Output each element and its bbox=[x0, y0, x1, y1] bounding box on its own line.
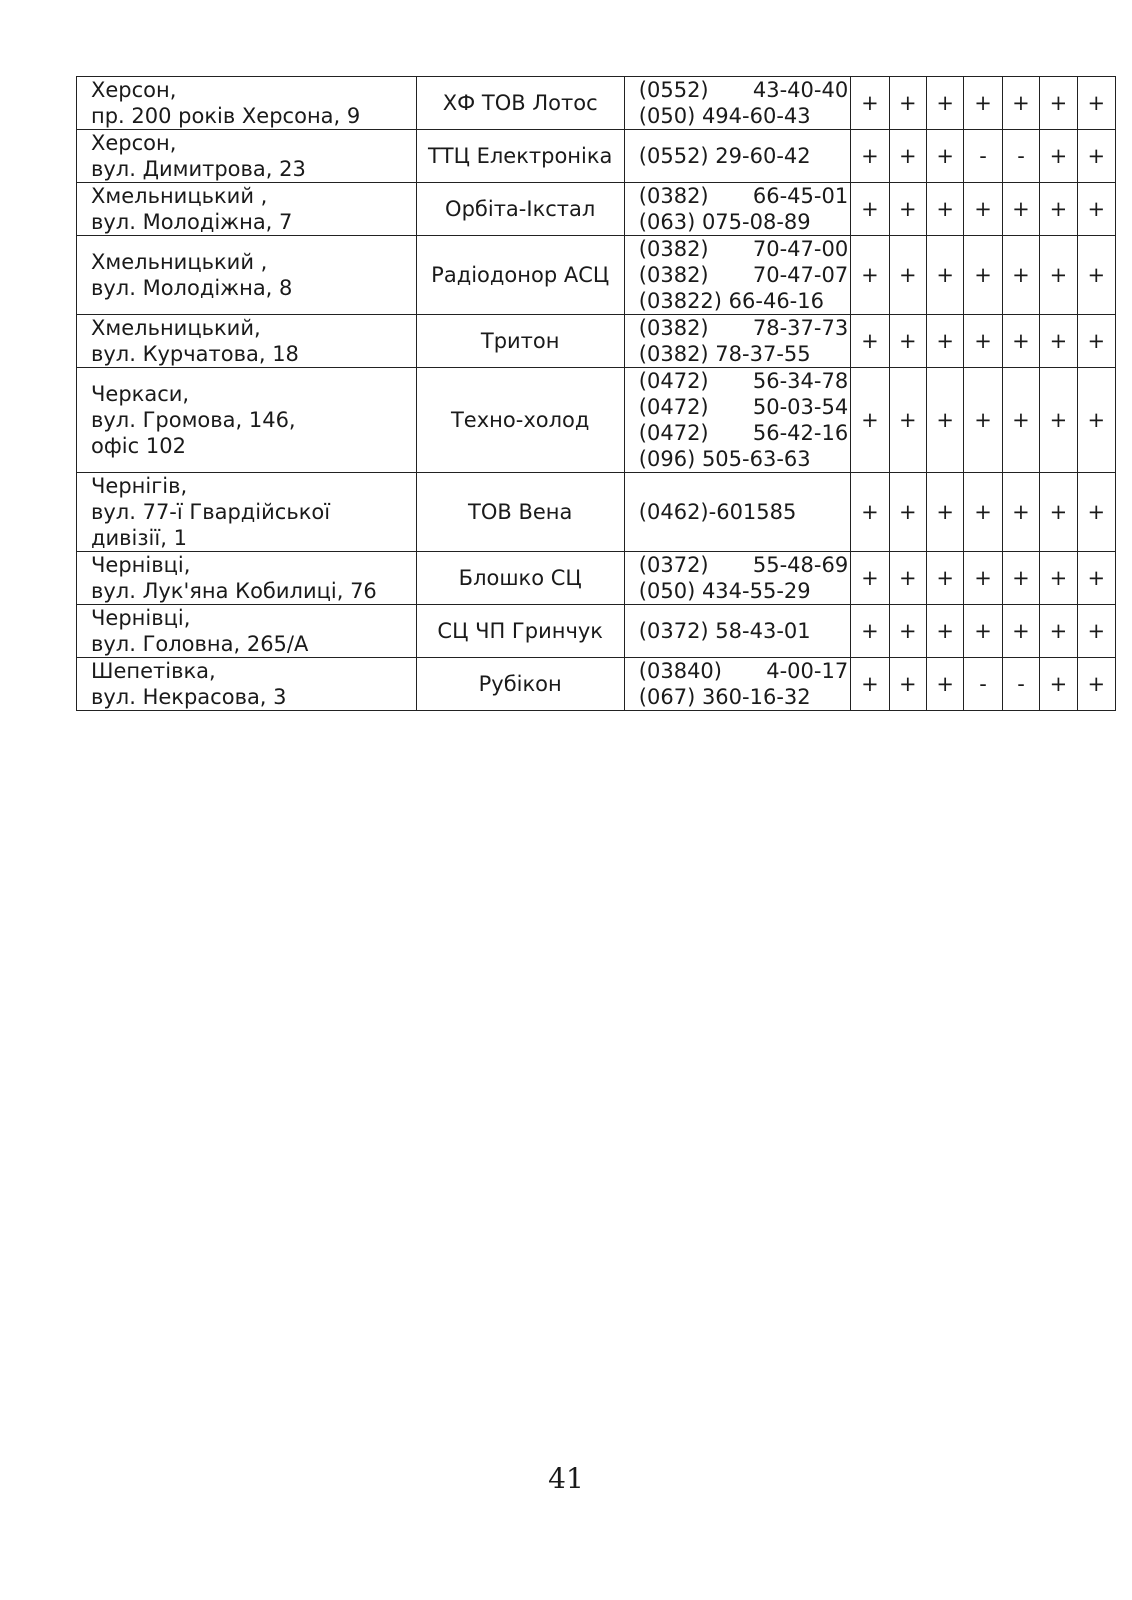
phone-number: 4-00-17 bbox=[766, 659, 849, 683]
service-mark: + bbox=[851, 605, 889, 658]
phone-cell bbox=[624, 183, 850, 236]
service-mark: + bbox=[1040, 236, 1077, 315]
service-mark: + bbox=[964, 183, 1002, 236]
phone-code: (096) 505-63-63 bbox=[638, 447, 811, 471]
phone-number: 78-37-73 bbox=[752, 316, 849, 340]
service-mark: + bbox=[1002, 552, 1039, 605]
service-mark: + bbox=[964, 77, 1002, 130]
service-mark: + bbox=[1040, 130, 1077, 183]
table-row bbox=[77, 552, 1116, 605]
phone-number: 70-47-00 bbox=[752, 237, 849, 261]
phone-line bbox=[639, 183, 850, 209]
phone-line bbox=[639, 420, 850, 446]
phone-code: (063) 075-08-89 bbox=[638, 210, 811, 234]
service-mark: + bbox=[1040, 77, 1077, 130]
phone-code: (0382) bbox=[638, 184, 709, 208]
service-mark: - bbox=[1002, 658, 1039, 711]
phone-code: (0462)-601585 bbox=[638, 500, 797, 524]
table-row bbox=[77, 77, 1116, 130]
address-line: Чернівці, bbox=[91, 553, 191, 577]
phone-line bbox=[639, 684, 850, 710]
service-mark: - bbox=[964, 658, 1002, 711]
service-mark: + bbox=[1002, 473, 1039, 552]
phone-cell bbox=[624, 552, 850, 605]
service-mark: + bbox=[1077, 605, 1115, 658]
service-mark: + bbox=[926, 658, 963, 711]
service-mark: + bbox=[1002, 605, 1039, 658]
service-mark: + bbox=[1040, 605, 1077, 658]
address-line: пр. 200 років Херсона, 9 bbox=[91, 104, 361, 128]
service-center-name: ХФ ТОВ Лотос bbox=[416, 77, 624, 130]
phone-line bbox=[639, 552, 850, 578]
table-row bbox=[77, 368, 1116, 473]
table-row bbox=[77, 473, 1116, 552]
phone-line bbox=[639, 236, 850, 262]
phone-line bbox=[639, 103, 850, 129]
address-line: Шепетівка, bbox=[91, 659, 216, 683]
service-mark: + bbox=[926, 368, 963, 473]
service-mark: + bbox=[964, 473, 1002, 552]
service-mark: - bbox=[1002, 130, 1039, 183]
service-mark: + bbox=[926, 552, 963, 605]
phone-code: (0472) bbox=[638, 395, 709, 419]
phone-number: 50-03-54 bbox=[752, 395, 849, 419]
address-cell bbox=[77, 552, 417, 605]
service-mark: + bbox=[889, 236, 926, 315]
phone-line bbox=[639, 209, 850, 235]
phone-line bbox=[639, 262, 850, 288]
service-mark: + bbox=[1040, 183, 1077, 236]
table-body bbox=[77, 77, 1116, 711]
phone-code: (050) 434-55-29 bbox=[638, 579, 811, 603]
table-row bbox=[77, 658, 1116, 711]
page-number: 41 bbox=[548, 1462, 584, 1495]
phone-code: (0382) bbox=[638, 263, 709, 287]
service-mark: + bbox=[851, 552, 889, 605]
service-mark: + bbox=[889, 315, 926, 368]
service-mark: + bbox=[926, 236, 963, 315]
phone-line bbox=[639, 288, 850, 314]
phone-code: (0552) bbox=[638, 78, 709, 102]
address-cell bbox=[77, 658, 417, 711]
address-cell bbox=[77, 368, 417, 473]
service-center-name: Блошко СЦ bbox=[416, 552, 624, 605]
phone-code: (050) 494-60-43 bbox=[638, 104, 811, 128]
service-mark: + bbox=[926, 473, 963, 552]
service-center-name: СЦ ЧП Гринчук bbox=[416, 605, 624, 658]
phone-code: (0372) 58-43-01 bbox=[638, 619, 811, 643]
phone-code: (0382) 78-37-55 bbox=[638, 342, 811, 366]
address-line: офіс 102 bbox=[91, 434, 186, 458]
address-cell bbox=[77, 183, 417, 236]
table-row bbox=[77, 130, 1116, 183]
phone-line bbox=[639, 315, 850, 341]
phone-code: (067) 360-16-32 bbox=[638, 685, 811, 709]
phone-code: (03840) bbox=[638, 659, 722, 683]
service-mark: + bbox=[1002, 315, 1039, 368]
phone-code: (03822) 66-46-16 bbox=[638, 289, 824, 313]
address-line: вул. Димитрова, 23 bbox=[91, 157, 306, 181]
service-mark: + bbox=[1002, 183, 1039, 236]
service-mark: + bbox=[1077, 130, 1115, 183]
service-mark: + bbox=[889, 368, 926, 473]
service-mark: + bbox=[889, 552, 926, 605]
service-mark: + bbox=[1002, 77, 1039, 130]
address-line: вул. Громова, 146, bbox=[91, 408, 296, 432]
address-cell bbox=[77, 473, 417, 552]
service-mark: + bbox=[964, 368, 1002, 473]
phone-code: (0472) bbox=[638, 369, 709, 393]
phone-code: (0382) bbox=[638, 316, 709, 340]
phone-line bbox=[639, 394, 850, 420]
address-line: вул. Головна, 265/А bbox=[91, 632, 309, 656]
service-mark: + bbox=[926, 315, 963, 368]
service-mark: - bbox=[964, 130, 1002, 183]
phone-line bbox=[639, 578, 850, 604]
service-mark: + bbox=[1077, 77, 1115, 130]
phone-cell bbox=[624, 130, 850, 183]
service-mark: + bbox=[851, 368, 889, 473]
service-center-name: Рубікон bbox=[416, 658, 624, 711]
address-cell bbox=[77, 77, 417, 130]
service-center-name: Радіодонор АСЦ bbox=[416, 236, 624, 315]
service-mark: + bbox=[851, 77, 889, 130]
service-mark: + bbox=[1040, 473, 1077, 552]
service-mark: + bbox=[1077, 315, 1115, 368]
service-mark: + bbox=[1077, 473, 1115, 552]
service-mark: + bbox=[851, 236, 889, 315]
service-mark: + bbox=[851, 658, 889, 711]
service-mark: + bbox=[889, 605, 926, 658]
service-mark: + bbox=[1002, 236, 1039, 315]
phone-number: 66-45-01 bbox=[752, 184, 849, 208]
service-centers-table bbox=[76, 76, 1116, 711]
service-mark: + bbox=[851, 183, 889, 236]
address-cell bbox=[77, 605, 417, 658]
phone-code: (0472) bbox=[638, 421, 709, 445]
phone-code: (0382) bbox=[638, 237, 709, 261]
table-row bbox=[77, 183, 1116, 236]
service-mark: + bbox=[1077, 552, 1115, 605]
address-cell bbox=[77, 130, 417, 183]
phone-code: (0552) 29-60-42 bbox=[638, 144, 811, 168]
phone-cell bbox=[624, 658, 850, 711]
service-mark: + bbox=[1040, 552, 1077, 605]
service-mark: + bbox=[851, 315, 889, 368]
service-center-name: ТТЦ Електроніка bbox=[416, 130, 624, 183]
phone-line bbox=[639, 368, 850, 394]
service-center-name: Тритон bbox=[416, 315, 624, 368]
service-mark: + bbox=[964, 315, 1002, 368]
service-center-name: ТОВ Вена bbox=[416, 473, 624, 552]
service-mark: + bbox=[889, 473, 926, 552]
phone-number: 43-40-40 bbox=[752, 78, 849, 102]
address-line: Хмельницький , bbox=[91, 184, 268, 208]
service-mark: + bbox=[926, 130, 963, 183]
phone-line bbox=[639, 77, 850, 103]
phone-code: (0372) bbox=[638, 553, 709, 577]
service-mark: + bbox=[1077, 658, 1115, 711]
address-line: вул. Молодіжна, 7 bbox=[91, 210, 293, 234]
service-mark: + bbox=[926, 183, 963, 236]
phone-cell bbox=[624, 473, 850, 552]
service-mark: + bbox=[1040, 658, 1077, 711]
address-line: вул. 77-ї Гвардійської bbox=[91, 500, 331, 524]
phone-cell bbox=[624, 315, 850, 368]
phone-cell bbox=[624, 236, 850, 315]
address-line: Чернівці, bbox=[91, 606, 191, 630]
service-center-name: Орбіта-Ікстал bbox=[416, 183, 624, 236]
phone-line bbox=[639, 446, 850, 472]
service-mark: + bbox=[964, 236, 1002, 315]
phone-number: 56-34-78 bbox=[752, 369, 849, 393]
address-line: Хмельницький, bbox=[91, 316, 261, 340]
address-line: вул. Молодіжна, 8 bbox=[91, 276, 293, 300]
service-center-name: Техно-холод bbox=[416, 368, 624, 473]
service-mark: + bbox=[1040, 368, 1077, 473]
service-mark: + bbox=[926, 77, 963, 130]
service-mark: + bbox=[889, 77, 926, 130]
phone-cell bbox=[624, 605, 850, 658]
address-line: вул. Некрасова, 3 bbox=[91, 685, 287, 709]
service-mark: + bbox=[1077, 368, 1115, 473]
service-mark: + bbox=[851, 130, 889, 183]
address-line: Херсон, bbox=[91, 131, 177, 155]
service-mark: + bbox=[889, 183, 926, 236]
address-line: Хмельницький , bbox=[91, 250, 268, 274]
service-mark: + bbox=[889, 130, 926, 183]
address-cell bbox=[77, 315, 417, 368]
phone-line bbox=[639, 143, 850, 169]
service-mark: + bbox=[1040, 315, 1077, 368]
phone-cell bbox=[624, 368, 850, 473]
service-mark: + bbox=[1077, 183, 1115, 236]
table-row bbox=[77, 236, 1116, 315]
service-mark: + bbox=[851, 473, 889, 552]
phone-line bbox=[639, 499, 850, 525]
phone-number: 56-42-16 bbox=[752, 421, 849, 445]
service-mark: + bbox=[964, 605, 1002, 658]
address-cell bbox=[77, 236, 417, 315]
table-row bbox=[77, 315, 1116, 368]
service-mark: + bbox=[1077, 236, 1115, 315]
phone-number: 70-47-07 bbox=[752, 263, 849, 287]
phone-line bbox=[639, 341, 850, 367]
address-line: Черкаси, bbox=[91, 382, 190, 406]
address-line: вул. Курчатова, 18 bbox=[91, 342, 299, 366]
phone-line bbox=[639, 618, 850, 644]
address-line: вул. Лук'яна Кобилиці, 76 bbox=[91, 579, 377, 603]
phone-cell bbox=[624, 77, 850, 130]
address-line: Херсон, bbox=[91, 78, 177, 102]
address-line: Чернігів, bbox=[91, 474, 188, 498]
table-row bbox=[77, 605, 1116, 658]
service-mark: + bbox=[926, 605, 963, 658]
address-line: дивізії, 1 bbox=[91, 526, 187, 550]
phone-number: 55-48-69 bbox=[752, 553, 849, 577]
service-mark: + bbox=[889, 658, 926, 711]
service-mark: + bbox=[1002, 368, 1039, 473]
service-mark: + bbox=[964, 552, 1002, 605]
phone-line bbox=[639, 658, 850, 684]
